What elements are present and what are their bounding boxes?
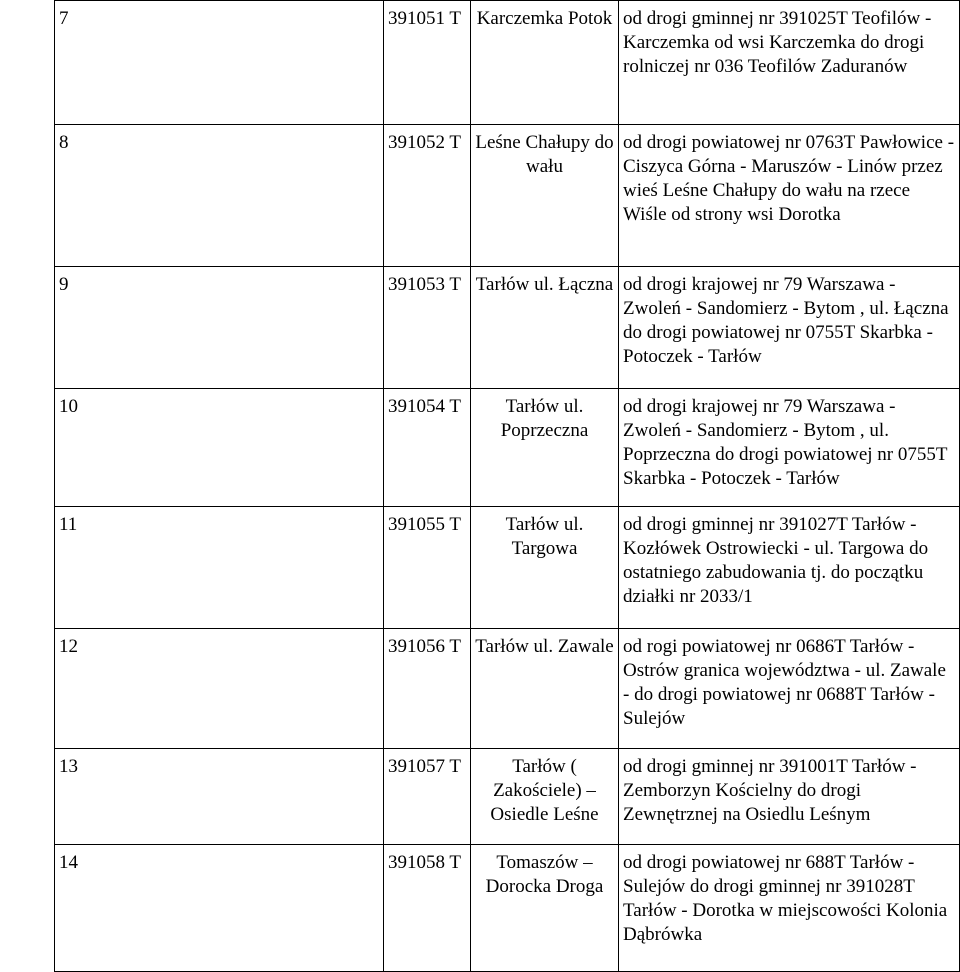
road-id: 391055 T bbox=[384, 507, 471, 629]
table-row bbox=[55, 267, 960, 389]
row-number: 8 bbox=[55, 125, 384, 267]
table-row bbox=[55, 125, 960, 267]
road-description: od drogi gminnej nr 391027T Tarłów - Kozłówek Ostrowiecki - ul. Targowa do ostatniego zabudowania tj. do początku działki nr 2033/1 bbox=[619, 507, 960, 629]
table-row bbox=[55, 1, 960, 125]
row-number: 13 bbox=[55, 749, 384, 845]
table-row bbox=[55, 507, 960, 629]
road-description: od drogi gminnej nr 391001T Tarłów - Zemborzyn Kościelny do drogi Zewnętrznej na Osiedlu Leśnym bbox=[619, 749, 960, 845]
table-row bbox=[55, 749, 960, 845]
road-description: od drogi powiatowej nr 688T Tarłów - Sulejów do drogi gminnej nr 391028T Tarłów - Dorotka w miejscowości Kolonia Dąbrówka bbox=[619, 845, 960, 972]
road-id: 391054 T bbox=[384, 389, 471, 507]
road-id: 391053 T bbox=[384, 267, 471, 389]
row-number: 14 bbox=[55, 845, 384, 972]
road-description: od drogi gminnej nr 391025T Teofilów - Karczemka od wsi Karczemka do drogi rolniczej nr 036 Teofilów Zaduranów bbox=[619, 1, 960, 125]
road-name: Karczemka Potok bbox=[471, 1, 619, 125]
road-name: Tarłów ul. Poprzeczna bbox=[471, 389, 619, 507]
row-number: 11 bbox=[55, 507, 384, 629]
table-row bbox=[55, 629, 960, 749]
row-number: 7 bbox=[55, 1, 384, 125]
road-name: Tarłów ul. Łączna bbox=[471, 267, 619, 389]
road-description: od drogi powiatowej nr 0763T Pawłowice - Ciszyca Górna - Maruszów - Linów przez wieś Leśne Chałupy do wału na rzece Wiśle od strony wsi Dorotka bbox=[619, 125, 960, 267]
road-id: 391052 T bbox=[384, 125, 471, 267]
road-description: od drogi krajowej nr 79 Warszawa - Zwoleń - Sandomierz - Bytom , ul. Poprzeczna do drogi powiatowej nr 0755T Skarbka - Potoczek - Tarłów bbox=[619, 389, 960, 507]
road-id: 391056 T bbox=[384, 629, 471, 749]
roads-table bbox=[54, 0, 960, 972]
road-id: 391058 T bbox=[384, 845, 471, 972]
road-name: Tomaszów – Dorocka Droga bbox=[471, 845, 619, 972]
road-id: 391057 T bbox=[384, 749, 471, 845]
road-name: Tarłów ul. Targowa bbox=[471, 507, 619, 629]
road-description: od rogi powiatowej nr 0686T Tarłów - Ostrów granica województwa - ul. Zawale - do drogi powiatowej nr 0688T Tarłów - Sulejów bbox=[619, 629, 960, 749]
row-number: 12 bbox=[55, 629, 384, 749]
road-name: Leśne Chałupy do wału bbox=[471, 125, 619, 267]
row-number: 9 bbox=[55, 267, 384, 389]
table-row bbox=[55, 389, 960, 507]
road-id: 391051 T bbox=[384, 1, 471, 125]
road-name: Tarłów ( Zakościele) – Osiedle Leśne bbox=[471, 749, 619, 845]
row-number: 10 bbox=[55, 389, 384, 507]
table-row bbox=[55, 845, 960, 972]
road-description: od drogi krajowej nr 79 Warszawa - Zwoleń - Sandomierz - Bytom , ul. Łączna do drogi powiatowej nr 0755T Skarbka - Potoczek - Tarłów bbox=[619, 267, 960, 389]
road-name: Tarłów ul. Zawale bbox=[471, 629, 619, 749]
